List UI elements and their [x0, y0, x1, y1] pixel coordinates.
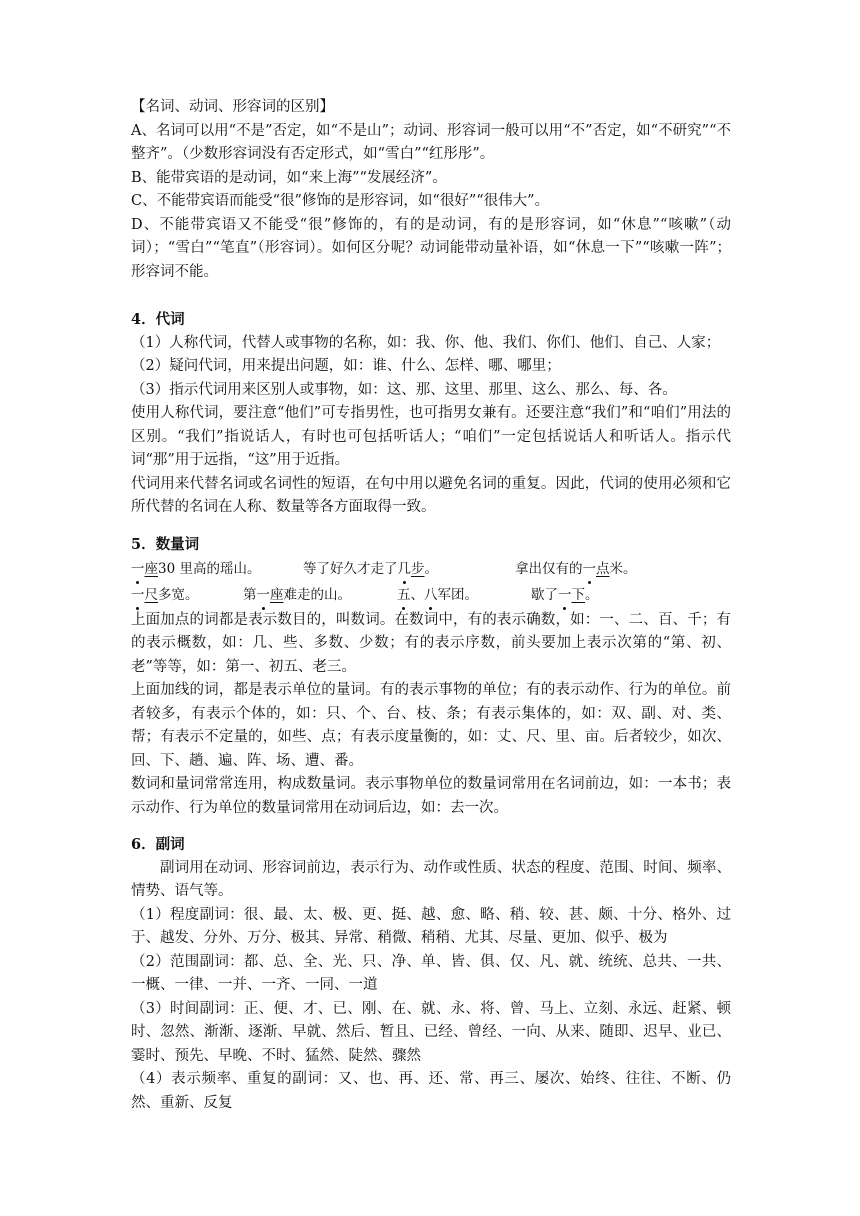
- paragraph-a: A、名词可以用“不是”否定，如“不是山”；动词、形容词一般可以用“不”否定，如“不研究”“不整齐”。（少数形容词没有否定形式，如“雪白”“红彤彤”。: [131, 122, 731, 162]
- section-pronouns: [131, 308, 731, 520]
- underlined-classifier: 座: [144, 560, 158, 577]
- example-text: 拿出仅有的: [515, 560, 583, 577]
- paragraph: 代词用来代替名词或名词性的短语，在句中用以避免名词的重复。因此，代词的使用必须和它所代替的名词在人称、数量等各方面取得一致。: [131, 475, 731, 515]
- example-item: [511, 557, 637, 581]
- paragraph: 副词用在动词、形容词前边，表示行为、动作或性质、状态的程度、范围、时间、频率、情势、语气等。: [131, 859, 731, 899]
- section-numerals-classifiers: [131, 533, 731, 820]
- dotted-numeral: 几: [398, 557, 412, 581]
- dotted-numeral: 一: [131, 557, 145, 581]
- dotted-numeral: 五: [397, 583, 411, 607]
- paragraph-d: D、不能带宾语又不能受“很”修饰的，有的是动词，有的是形容词，如“休息”“咳嗽”（动词）；“雪白”“笔直”（形容词）。如何区分呢？动词能带动量补语，如“休息一下”“咳嗽一阵”；形容词不能。: [131, 216, 731, 280]
- dotted-numeral: 一: [257, 583, 271, 607]
- example-item: [531, 583, 599, 607]
- example-item: [243, 583, 397, 607]
- list-item: （1）人称代词，代替人或事物的名称，如：我、你、他、我们、你们、他们、自己、人家；: [131, 334, 721, 351]
- example-text: 歇了: [531, 586, 558, 603]
- list-item: （3）时间副词：正、便、才、已、刚、在、就、永、将、曾、马上、立刻、永远、赶紧、顿时、忽然、渐渐、逐渐、早就、然后、暂且、已经、曾经、一向、从来、随即、迟早、业已、霎时、预先、早晚、不时、猛然、陡然、骤然: [131, 1000, 731, 1064]
- example-row: [131, 583, 731, 609]
- paragraph: 上面加点的词都是表示数目的，叫数词。在数词中，有的表示确数，如：一、二、百、千；有的表示概数，如：几、些、多数、少数；有的表示序数，前头要加上表示次第的“第、初、老”等等，如：第一、初五、老三。: [131, 611, 731, 675]
- paragraph-b: B、能带宾语的是动词，如“来上海”“发展经济”。: [131, 169, 447, 186]
- example-item: [131, 557, 291, 581]
- list-item: （4）表示频率、重复的副词：又、也、再、还、常、再三、屡次、始终、往往、不断、仍然、重新、反复: [131, 1071, 731, 1111]
- example-text: 。: [424, 560, 438, 577]
- example-text: 30 里高的瑶山。: [158, 560, 261, 577]
- underlined-classifier: 步: [411, 560, 425, 577]
- paragraph: 使用人称代词，要注意“他们”可专指男性，也可指男女兼有。还要注意“我们”和“咱们”用法的区别。“我们”指说话人，有时也可包括听话人；“咱们”一定包括说话人和听话人。指示代词“那”用于远指，“这”用于近指。: [131, 405, 731, 468]
- list-item: （2）疑问代词，用来提出问题，如：谁、什么、怎样、哪、哪里；: [131, 358, 561, 374]
- example-item: [291, 557, 511, 581]
- paragraph: 上面加线的词，都是表示单位的量词。有的表示事物的单位；有的表示动作、行为的单位。前者较多，有表示个体的，如：只、个、台、枝、条；有表示集体的，如：双、副、对、类、帮；有表示不定量的，如些、点；有表示度量衡的，如：丈、尺、里、亩。后者较少，如次、回、下、趟、遍、阵、场、遭、番。: [131, 682, 731, 769]
- dotted-numeral: 一: [583, 557, 597, 581]
- underlined-classifier: 座: [270, 586, 284, 603]
- underlined-classifier: 尺: [144, 586, 158, 603]
- example-text: 第: [243, 586, 257, 603]
- example-text: 军团。: [437, 586, 478, 603]
- example-text: 难走的山。: [283, 586, 351, 603]
- example-text: 。: [585, 586, 599, 603]
- section-heading: 4．代词: [131, 311, 185, 328]
- example-text: 、: [410, 586, 424, 603]
- example-text: 等了好久才走了: [303, 560, 398, 577]
- section-adverbs: [131, 833, 731, 1115]
- section-noun-verb-adjective: [131, 96, 731, 284]
- section-heading: 6．副词: [131, 836, 185, 853]
- example-text: 米。: [609, 560, 637, 577]
- list-item: （1）程度副词：很、最、太、极、更、挺、越、愈、略、稍、较、甚、颇、十分、格外、过于、越发、分外、万分、极其、异常、稍微、稍稍、尤其、尽量、更加、似乎、极为: [131, 906, 731, 946]
- section-title: 【名词、动词、形容词的区别】: [131, 99, 334, 115]
- dotted-numeral: 一: [131, 583, 145, 607]
- dotted-numeral: 八: [424, 583, 438, 607]
- paragraph: 数词和量词常常连用，构成数量词。表示事物单位的数量词常用在名词前边，如：一本书；表示动作、行为单位的数量词常用在动词后边，如：去一次。: [131, 776, 731, 816]
- list-item: （2）范围副词：都、总、全、光、只、净、单、皆、俱、仅、凡、就、统统、总共、一共、一概、一律、一并、一齐、一同、一道: [131, 953, 731, 993]
- dotted-numeral: 一: [558, 583, 572, 607]
- paragraph-c: C、不能带宾语而能受“很”修饰的是形容词，如“很好”“很伟大”。: [131, 193, 550, 209]
- underlined-classifier: 下: [571, 586, 585, 603]
- example-row: [131, 557, 731, 583]
- example-item: [131, 583, 243, 607]
- example-text: 多宽。: [158, 586, 199, 603]
- underlined-classifier: 点: [596, 560, 610, 577]
- section-heading: 5．数量词: [131, 536, 200, 553]
- list-item: （3）指示代词用来区别人或事物，如：这、那、这里、那里、这么、那么、每、各。: [131, 381, 677, 398]
- example-item: [397, 583, 531, 607]
